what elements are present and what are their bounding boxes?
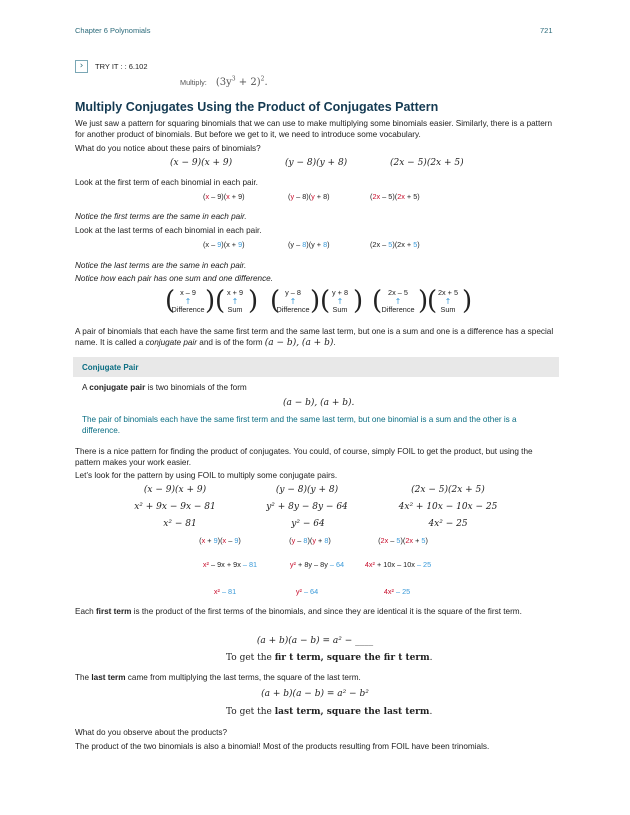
sumdiff-left-2: y – 8 [285,288,301,297]
foil-intro: Let’s look for the pattern by using FOIL to multiply some conjugate pairs. [75,471,338,480]
notice-first: Notice the first terms are the same in each pair. [75,212,247,221]
question-pairs: What do you notice about these pairs of binomials? [75,144,261,153]
arrow-up-icon: ↑ [394,297,402,306]
sumdiff-right-3: 2x + 5 [437,288,459,297]
formula-last: (a + b)(a − b) = a² − b² [261,689,369,699]
definition-content [73,377,559,441]
pair-3: (2x − 5)(2x + 5) [390,158,464,168]
definition-line: A conjugate pair is two binomials of the form [82,383,247,392]
each-first-term-paragraph: Each first term is the product of the first terms of the binomials, and since they are identical it is the square of the first term. [75,607,522,616]
swapped-3: (2x – 5)(2x + 5) [378,536,428,545]
swapped-2: (y – 8)(y + 8) [289,536,331,545]
arrow-up-icon: ↑ [184,297,192,306]
colored-expand-1: x² – 9x + 9x – 81 [202,560,258,569]
arrow-up-icon: ↑ [289,297,297,306]
look-first-text: Look at the first term of each binomial in each pair. [75,178,258,187]
first-colored-2: (y – 8)(y + 8) [288,192,330,201]
difference-label: Difference [276,305,310,314]
definition-box [73,357,559,441]
chapter-header: Chapter 6 Polynomials [75,26,151,35]
try-it-exp1: 3 [231,75,236,83]
foil-expand-1: x² + 9x − 9x − 81 [134,502,216,512]
arrow-up-icon: ↑ [231,297,239,306]
sum-label: Sum [332,305,348,314]
sumdiff-group-2: ( y – 8 ↑ Difference ) ( y + 8 ↑ Sum ) [270,286,364,316]
look-last-text: Look at the last terms of each binomial in each pair. [75,226,262,235]
try-it-prompt: Multiply: [180,78,207,87]
difference-label: Difference [171,305,205,314]
sumdiff-group-1: ( x – 9 ↑ Difference ) ( x + 9 ↑ Sum ) [165,286,259,316]
arrow-up-icon: ↑ [444,297,452,306]
rule-last-term: To get the last term, square the last term. [226,707,433,717]
swapped-1: (x + 9)(x – 9) [199,536,241,545]
page-number: 721 [540,26,553,35]
observe-question: What do you observe about the products? [75,728,228,737]
first-colored-3: (2x – 5)(2x + 5) [370,192,420,201]
notice-sum-diff: Notice how each pair has one sum and one difference. [75,274,273,283]
formula-first: (a + b)(a − b) = a² − ____ [256,636,374,646]
definition-title: Conjugate Pair [82,363,139,372]
sumdiff-right-2: y + 8 [331,288,349,297]
foil-pair-2: (y − 8)(y + 8) [275,485,339,495]
difference-label: Difference [381,305,415,314]
pattern-intro: There is a nice pattern for finding the product of conjugates. You could, of course, simply FOIL to get the product, but using the pattern makes your work easier. [75,447,533,467]
foil-result-3: 4x² − 25 [428,519,468,529]
try-it-tail: . [264,77,268,88]
intro-paragraph: We just saw a pattern for squaring binomials that we can use to make multiplying some binomials easier. Similarly, there is a pattern for another product of binomials. But before we get to it, we need to introduce some vocabulary. [75,119,553,139]
rule-first-term: To get the fir t term, square the fir t term. [226,653,433,663]
colored-result-2: y² – 64 [295,587,319,596]
foil-result-2: y² − 64 [291,519,325,529]
notice-last: Notice the last terms are the same in each pair. [75,261,247,270]
section-title: Multiply Conjugates Using the Product of Conjugates Pattern [75,100,439,114]
conclusion-text: The product of the two binomials is also a binomial! Most of the products resulting from FOIL have been trinomials. [75,742,490,751]
foil-expand-3: 4x² + 10x − 10x − 25 [398,502,498,512]
sum-label: Sum [227,305,243,314]
chevron-right-icon[interactable]: › [75,60,88,73]
colored-expand-3: 4x² + 10x – 10x – 25 [364,560,432,569]
sumdiff-right-1: x + 9 [226,288,244,297]
pair-2: (y − 8)(y + 8) [285,158,348,168]
colored-result-1: x² – 81 [213,587,237,596]
colored-expand-2: y² + 8y – 8y – 64 [289,560,345,569]
last-colored-3: (2x – 5)(2x + 5) [370,240,420,249]
sumdiff-group-3: ( 2x – 5 ↑ Difference ) ( 2x + 5 ↑ Sum ) [372,286,473,316]
first-colored-1: (x – 9)(x + 9) [203,192,245,201]
foil-pair-3: (2x − 5)(2x + 5) [411,485,485,495]
colored-result-3: 4x² – 25 [383,587,411,596]
pair-1: (x − 9)(x + 9) [170,158,233,168]
sumdiff-left-3: 2x – 5 [388,288,408,297]
last-term-paragraph: The last term came from multiplying the last terms, the square of the last term. [75,673,361,682]
arrow-up-icon: ↑ [336,297,344,306]
foil-expand-2: y² + 8y − 8y − 64 [266,502,348,512]
try-it-expr: (3y [215,77,232,88]
try-it-expr2: + 2) [235,77,261,88]
last-colored-2: (y – 8)(y + 8) [288,240,330,249]
foil-pair-1: (x − 9)(x + 9) [143,485,207,495]
definition-form: (a − b), (a + b). [283,398,355,408]
try-it-exercise [180,70,268,89]
last-colored-1: (x – 9)(x + 9) [203,240,245,249]
sumdiff-left-1: x – 9 [180,288,196,297]
foil-result-1: x² − 81 [163,519,197,529]
definition-header [73,357,559,377]
sum-label: Sum [440,305,456,314]
try-it-label: TRY IT : : 6.102 [95,62,148,71]
try-it-exp2: 2 [260,75,265,83]
definition-note: The pair of binomials each have the same first term and the same last term, but one binomial is a sum and the other is a difference. [82,415,517,435]
conjugate-intro: A pair of binomials that each have the same first term and the same last term, but one is a sum and one is a difference has a special name. It is called a conjugate pair and is of the form (a − b), (a + b). [75,327,554,348]
